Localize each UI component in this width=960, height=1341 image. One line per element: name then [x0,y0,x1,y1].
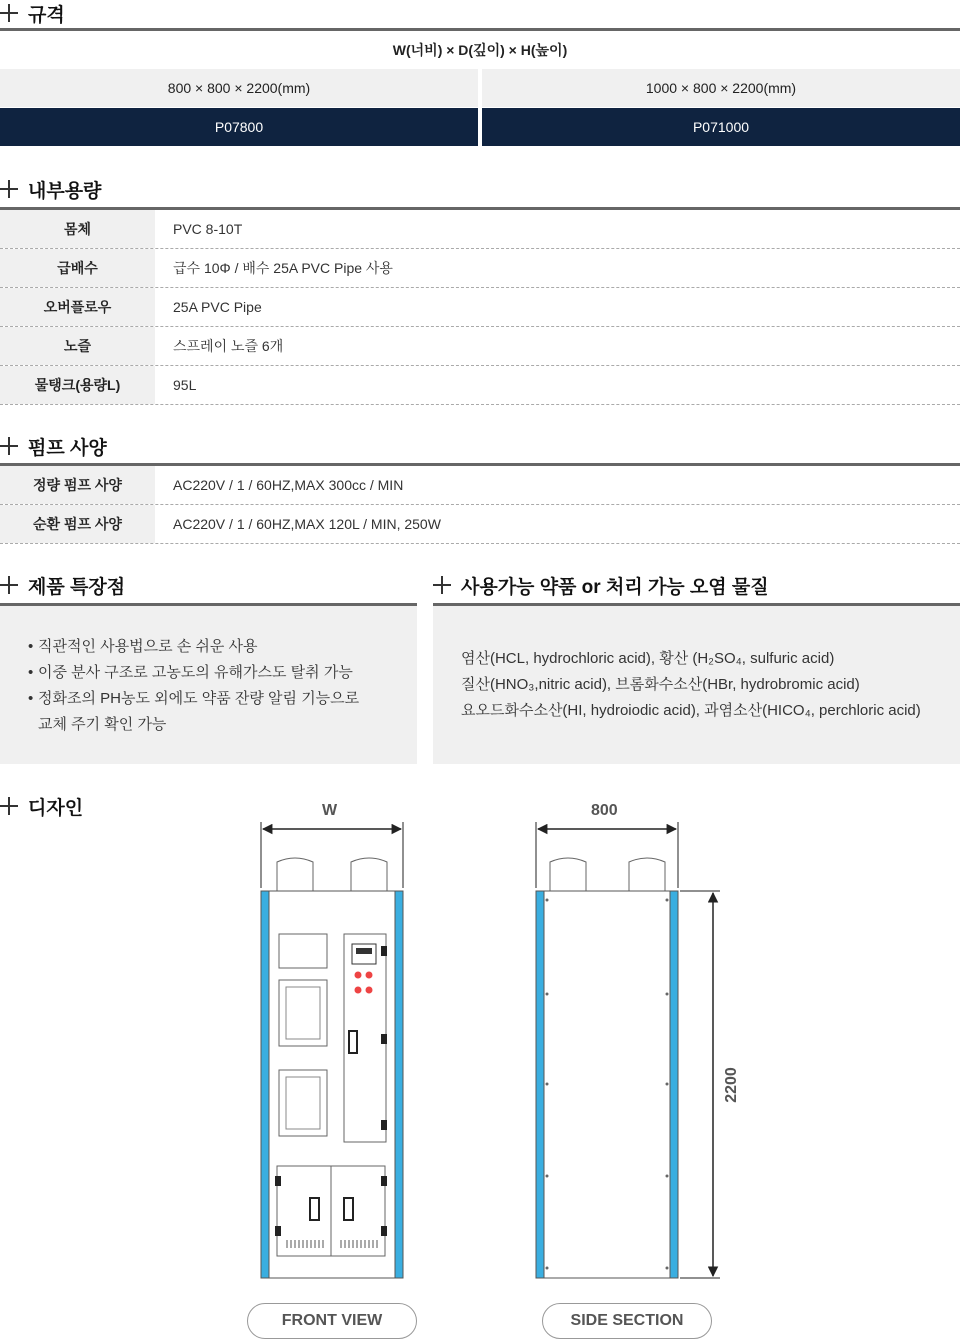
plus-icon [0,437,18,455]
front-view-drawing [261,822,403,1278]
row-key: 노즐 [0,327,155,365]
row-value: AC220V / 1 / 60HZ,MAX 120L / MIN, 250W [173,516,441,532]
features-title: 제품 특장점 [28,576,126,598]
table-row [0,466,960,505]
internal-title: 내부용량 [28,180,102,202]
height-dimension-label: 2200 [723,1067,740,1103]
chemicals-section-title [433,572,769,598]
table-row [0,249,960,288]
features-list [0,606,417,738]
plus-icon [0,4,18,22]
spec-model-cell: P071000 [482,108,960,146]
row-value: PVC 8-10T [173,221,243,237]
row-value: 급수 10Φ / 배수 25A PVC Pipe 사용 [173,260,393,276]
feature-item: • 이중 분사 구조로 고농도의 유해가스도 탈취 가능 [28,660,417,686]
front-view-label: FRONT VIEW [247,1303,417,1339]
row-key: 오버플로우 [0,288,155,326]
design-section-title [0,793,83,819]
features-box [0,606,417,764]
spec-dims-label: W(너비) × D(깊이) × H(높이) [392,42,568,58]
row-key: 급배수 [0,249,155,287]
row-value: 스프레이 노즐 6개 [173,338,284,354]
feature-item-continuation: 교체 주기 확인 가능 [38,716,167,733]
row-value: 25A PVC Pipe [173,299,262,315]
chemical-line: 요오드화수소산(HI, hydroiodic acid), 과염소산(HICO₄, perchloric acid) [461,702,921,719]
row-key: 몸체 [0,210,155,248]
spec-title: 규격 [28,4,65,26]
feature-item: • 정화조의 PH농도 외에도 약품 잔량 알림 기능으로 [28,686,417,712]
spec-size-cell: 800 × 800 × 2200(mm) [0,69,478,107]
feature-item: • 직관적인 사용법으로 손 쉬운 사용 [28,634,417,660]
plus-icon [0,797,18,815]
table-row [0,366,960,405]
plus-icon [0,180,18,198]
plus-icon [0,576,18,594]
row-value: AC220V / 1 / 60HZ,MAX 300cc / MIN [173,477,404,493]
side-section-label: SIDE SECTION [542,1303,712,1339]
spec-section-title [0,0,65,26]
table-row [0,327,960,366]
row-key: 물탱크(용량L) [0,366,155,404]
chemicals-title: 사용가능 약품 or 처리 가능 오염 물질 [461,576,769,598]
features-section-title [0,572,125,598]
row-key: 정량 펌프 사양 [0,466,155,504]
divider [0,28,960,31]
chemical-line: 염산(HCL, hydrochloric acid), 황산 (H₂SO₄, sulfuric acid) [461,650,835,667]
spec-size-cell: 1000 × 800 × 2200(mm) [482,69,960,107]
plus-icon [433,576,451,594]
front-dimension-label: W [322,802,338,819]
chemicals-box [433,606,960,764]
side-dimension-label: 800 [591,802,618,819]
row-value: 95L [173,377,197,393]
table-row [0,288,960,327]
spec-model-cell: P07800 [0,108,478,146]
row-key: 순환 펌프 사양 [0,505,155,543]
table-row [0,505,960,544]
chemical-line: 질산(HNO₃,nitric acid), 브롬화수소산(HBr, hydrobromic acid) [461,676,860,693]
table-row [0,210,960,249]
side-section-drawing [536,822,720,1278]
pump-section-title [0,433,107,459]
chemicals-list [433,606,960,724]
pump-title: 펌프 사양 [28,437,107,459]
design-title: 디자인 [28,797,84,819]
internal-section-title [0,176,101,202]
